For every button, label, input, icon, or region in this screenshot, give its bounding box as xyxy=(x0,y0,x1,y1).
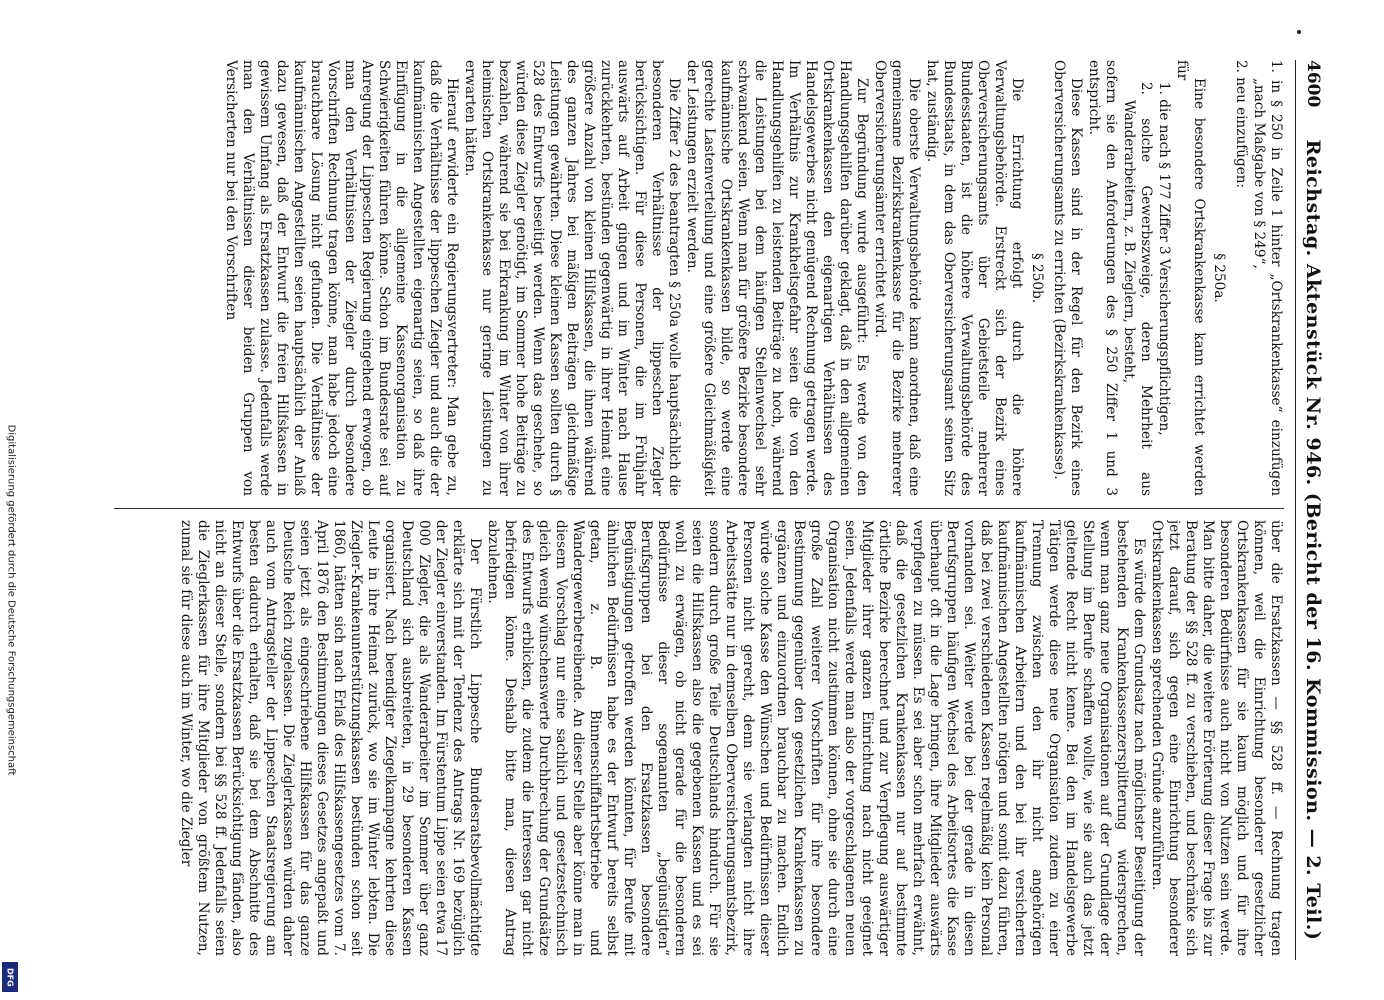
list-item: 2. neu einzufügen: xyxy=(1233,60,1249,189)
scan-speck xyxy=(1297,30,1301,34)
dfg-logo: DFG xyxy=(2,962,18,992)
page-header xyxy=(1295,60,1330,960)
section-heading-250b: § 250b. xyxy=(1029,252,1045,304)
paragraph: Diese Kassen sind in der Regel für den Bezirk eines Oberversicherungsamts zu errichten (Bezirkskrankenkasse). xyxy=(1051,60,1084,496)
paragraph: Hierauf erwiderte ein Regierungsvertreter: Man gebe zu, daß die Verhältnisse der lippeschen Ziegler und auch die der kaufmännischen Angestellten eigenartig seien, so daß ihre Einfügung in die allgemeine Kassenorganisation zu Schwierigkeiten führen könne. Schon im Bundesrate sei auf Anregung der Lippeschen Regierung eingehend erwogen, ob man den Verhältnissen der Ziegler durch besondere Vorschriften Rechnung tragen könne, man habe jedoch eine brauchbare Lösung nicht gefunden. Die Verhältnisse der kaufmännischen Angestellten seien hauptsächlich der Anlaß dazu gewesen, daß der Entwurf die freien Hilfskassen in gewissem Umfang als Ersatzkassen zulasse. Jedenfalls werde man den Verhältnissen dieser beiden Gruppen von Versicherten nur bei den Vorschriften xyxy=(223,60,460,496)
page-number: 4600 xyxy=(1303,60,1323,108)
running-head: Reichstag. Aktenstück Nr. 946. (Bericht der 16. Kommission. — 2. Teil.) xyxy=(1302,139,1324,941)
credit-strip xyxy=(0,0,22,1000)
document-page xyxy=(100,60,1330,960)
digitization-credit: Digitalisierung gefördert durch die Deutsche Forschungsgemeinschaft xyxy=(5,424,17,776)
paragraph: Die oberste Verwaltungsbehörde kann anordnen, daß eine gemeinsame Bezirkskrankenkasse für die Bezirke mehrerer Oberversicherungsämter errichtet wird. xyxy=(872,60,922,496)
paragraph: Es würde dem Grundsatz nach möglichster Beseitigung der bestehenden Krankenkassenzersplitterung widersprechen, wenn man ganz neue Organisationen auf der Grundlage der Stellung im Berufe schaffen wollte, wie sie auch das jetzt geltende Recht nicht kenne. Bei den im Handelsgewerbe Tätigen werde diese neue Organisation zudem zu einer Trennung zwischen den ihr nicht angehörigen kaufmännischen Arbeitern und den bei ihr versicherten kaufmännischen Angestellten nötigen und somit dazu führen, daß bei zwei verschiedenen Kassen regelmäßig kein Personal vorhanden sei. Weiter werde bei der gerade in diesen Berufsgruppen häufigen Wechsel des Arbeitsortes die Kasse überhaupt oft in die Lage bringen, ihre Mitglieder auswärts verpflegen zu müssen. Es sei aber schon mehrfach erwähnt, daß die gesetzlichen Krankenkassen nur auf bestimmte örtliche Bezirke berechnet und zur Verpflegung auswärtiger Mitglieder ihrer ganzen Einrichtung nach nicht geeignet seien. Jedenfalls werde man also der vorgeschlagenen neuen Organisation nicht zustimmen können, ohne sie durch eine große Zahl weiterer Vorschriften für ihre besondere Bestimmung gegenüber den gesetzlichen Krankenkassen zu ergänzen und einzuordnen brauchbar zu machen. Endlich würde solche Kasse den Wünschen und Bedürfnissen dieser Personen nicht gerecht, denn sie verlangten nicht ihre Arbeitsstätte nur in demselben Oberversicherungsamtsbezirk, sondern durch große Teile Deutschlands hindurch. Für sie seien die Hilfskassen also die gegebenen Kassen und es sei wohl zu erwägen, ob nicht gerade für die besonderen Bedürfnisse dieser sogenannten „begünstigten“ Berufsgruppen bei den Ersatzkassen besondere Begünstigungen getroffen werden könnten, für Berufe mit ähnlichen Bedürfnissen habe es der Entwurf bereits selbst getan, z. B. Binnenschiffahrtsbetriebe und Wandergewerbetreibende. An dieser Stelle aber könne man in diesem Vorschlag nur eine sachlich und gesetzestechnisch gleich wenig wünschenswerte Durchbrechung der Grundsätze des Entwurfs erblicken, die zudem die Interessen gar nicht befriedigen könne. Deshalb bitte man, diesen Antrag abzulehnen. xyxy=(485,520,1147,956)
list-item: 1. in § 250 in Zeile 1 hinter „Ortskrankenkasse“ einzufügen „nach Maßgabe von § 249“, xyxy=(1251,60,1284,496)
paragraph: Zur Begründung wurde ausgeführt: Es werde von den Handlungsgehilfen darüber geklagt, daß in den allgemeinen Ortskrankenkassen den eigenartigen Verhältnissen des Handelsgewerbes nicht genügend Rechnung getragen werde. Im Verhältnis zur Krankheitsgefahr seien die von den Handlungsgehilfen zu leistenden Beiträge zu hoch, während die Leistungen bei dem häufigen Stellenwechsel sehr schwankend seien. Wenn man für größere Bezirke besondere kaufmännische Ortskrankenkassen bilde, so werde eine gerechte Lastenverteilung und eine größere Gleichmäßigkeit der Leistungen erzielt werden. xyxy=(684,60,870,496)
section-heading-250a: § 250a. xyxy=(1211,253,1227,303)
paragraph: Die Errichtung erfolgt durch die höhere Verwaltungsbehörde. Erstreckt sich der Bezirk eines Oberversicherungsamts über Gebietsteile mehrerer Bundesstaaten, ist die höhere Verwaltungsbehörde des Bundesstaats, in dem das Oberversicherungsamt seinen Sitz hat, zuständig. xyxy=(924,60,1025,496)
column-divider xyxy=(114,508,1284,509)
paragraph: Der Fürstlich Lippesche Bundesratsbevollmächtigte erklärte sich mit der Tendenz des Antrags Nr. 169 bezüglich der Ziegler einverstanden. Im Fürstentum Lippe seien etwa 17 000 Ziegler, die als Wanderarbeiter im Sommer über ganz Deutschland sich ausbreiteten, in 29 besonderen Kassen organisiert. Nach beendigter Ziegelkampagne kehrten diese Leute in ihre Heimat zurück, wo sie im Winter lebten. Die Ziegler-Krankenunterstützungskassen bestünden schon seit 1860, hätten sich nach Erlaß des Hilfskassengesetzes vom 7. April 1876 den Bestimmungen dieses Gesetzes angepaßt und seien jetzt als eingeschriebene Hilfskassen für das ganze Deutsche Reich zugelassen. Die Zieglerkassen würden daher auch vom Antragsteller der Lippeschen Staatsregierung am besten dadurch erhalten, daß sie bei dem Abschnitte des Entwurfs über die Ersatzkassen Berücksichtigung fänden, also nicht an dieser Stelle, sondern bei §§ 528 ff. Jedenfalls seien die Zieglerkassen für ihre Mitglieder von größtem Nutzen, zumal sie für diese auch im Winter, wo die Ziegler xyxy=(178,520,483,956)
paragraph: sofern sie den Anforderungen des § 250 Ziffer 1 und 3 entspricht. xyxy=(1086,60,1119,496)
paragraph: Eine besondere Ortskrankenkasse kann errichtet werden für xyxy=(1174,60,1207,496)
sub-item: 1. die nach § 177 Ziffer 3 Versicherungspflichtigen, xyxy=(1156,82,1172,436)
paragraph: Die Ziffer 2 des beantragten § 250a wolle hauptsächlich die besonderen Verhältnisse der lippeschen Ziegler berücksichtigen. Für diese Personen, die im Frühjahr auswärts auf Arbeit gingen und im Winter nach Hause zurückkehrten, bestünden gegenwärtig in ihrer Heimat eine größere Anzahl von kleinen Hilfskassen, die ihnen während des ganzen Jahres bei mäßigen Beiträgen gleichmäßige Leistungen gewährten. Diese kleinen Kassen sollten durch § 528 des Entwurfs beseitigt werden. Wenn das geschehe, so würden diese Ziegler genötigt, im Sommer hohe Beiträge zu bezahlen, während sie bei Erkrankung im Winter von ihrer heimischen Ortskrankenkasse nur geringe Leistungen zu erwarten hätten. xyxy=(462,60,682,496)
left-column xyxy=(104,60,1284,496)
paragraph: über die Ersatzkassen — §§ 528 ff. — Rechnung tragen können, weil die Einrichtung besonderer gesetzlicher Ortskrankenkassen für sie kaum möglich und für ihre besonderen Bedürfnisse auch nicht von Nutzen sein werde. Man bitte daher, die weitere Erörterung dieser Frage bis zur Beratung der §§ 528 ff. zu verschieben, und beschränke sich jetzt darauf, sich gegen eine Einrichtung besonderer Ortskrankenkassen sprechenden Gründe anzuführen. xyxy=(1149,520,1284,956)
sub-item: 2. solche Gewerbszweige, deren Mehrheit aus Wanderarbeitern, z. B. Zieglern, besteht, xyxy=(1121,82,1154,496)
right-column xyxy=(104,520,1284,956)
